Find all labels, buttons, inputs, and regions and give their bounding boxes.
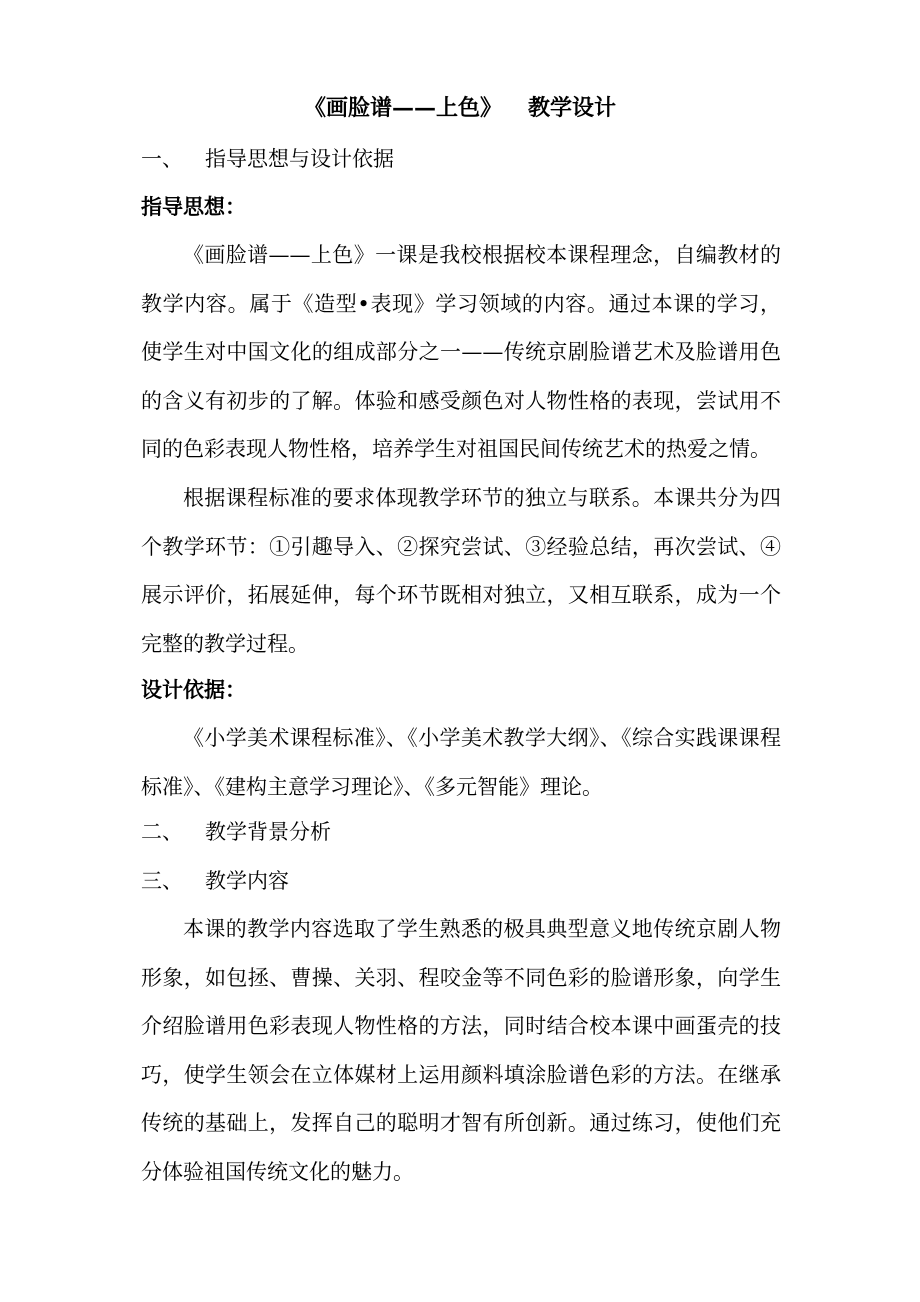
- section-heading-1: [141, 143, 394, 175]
- document-title: [0, 92, 920, 124]
- paragraph-guiding-thought: 《画脸谱——上色》一课是我校根据校本课程理念，自编教材的教学内容。属于《造型•表现》学习领域的内容。通过本课的学习，使学生对中国文化的组成部分之一——传统京剧脸谱艺术及脸谱用色的含义有初步的了解。体验和感受颜色对人物性格的表现，尝试用不同的色彩表现人物性格，培养学生对祖国民间传统艺术的热爱之情。: [141, 243, 781, 462]
- paragraph-teaching-content: 本课的教学内容选取了学生熟悉的极具典型意义地传统京剧人物形象，如包拯、曹操、关羽、程咬金等不同色彩的脸谱形象，向学生介绍脸谱用色彩表现人物性格的方法，同时结合校本课中画蛋壳的技巧，使学生领会在立体媒材上运用颜料填涂脸谱色彩的方法。在继承传统的基础上，发挥自己的聪明才智有所创新。通过练习，使他们充分体验祖国传统文化的魅力。: [141, 917, 781, 1184]
- title-main: 《画脸谱——上色》: [303, 95, 502, 121]
- section-heading-text: 教学背景分析: [205, 820, 331, 844]
- section-heading-text: 指导思想与设计依据: [205, 147, 394, 171]
- section-number: 二、: [141, 820, 183, 844]
- section-heading-text: 教学内容: [205, 869, 289, 893]
- guiding-thought-label: 指导思想：: [141, 194, 246, 219]
- design-basis-label: 设计依据：: [141, 677, 246, 702]
- title-sub: 教学设计: [528, 95, 617, 121]
- paragraph-teaching-steps: 根据课程标准的要求体现教学环节的独立与联系。本课共分为四个教学环节：①引趣导入、②探究尝试、③经验总结，再次尝试、④展示评价，拓展延伸，每个环节既相对独立，又相互联系，成为一个完整的教学过程。: [141, 486, 781, 656]
- section-number: 三、: [141, 869, 183, 893]
- paragraph-design-basis: 《小学美术课程标准》、《小学美术教学大纲》、《综合实践课课程标准》、《建构主意学习理论》、《多元智能》理论。: [141, 726, 781, 799]
- section-heading-2: [141, 816, 331, 848]
- section-heading-3: [141, 865, 289, 897]
- section-number: 一、: [141, 147, 183, 171]
